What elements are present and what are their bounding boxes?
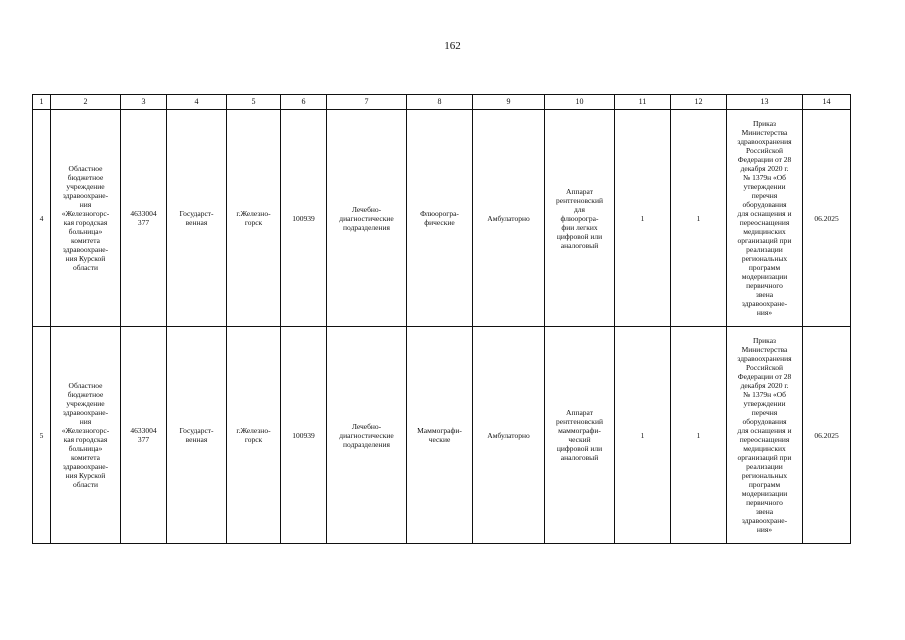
date-cell xyxy=(803,110,851,327)
organization-cell xyxy=(51,110,121,327)
column-header: 10 xyxy=(545,95,615,110)
row-number: 4 xyxy=(39,213,44,223)
row-number-cell xyxy=(33,110,51,327)
department-cell xyxy=(327,327,407,544)
care-conditions-cell xyxy=(473,327,545,544)
column-header: 12 xyxy=(671,95,727,110)
inn-cell xyxy=(121,327,167,544)
care-conditions: Амбулаторно xyxy=(487,430,530,440)
basis-document: Приказ Министерства здравоохранения Российской Федерации от 28 декабря 2020 г. № 1379н «Об утверждении перечня оборудования для оснащения и переоснащения медицинских организаций при реализации региональных программ модернизации первичного звена здравоохране- ния» xyxy=(737,336,792,534)
column-header: 5 xyxy=(227,95,281,110)
profile-name: Флюорогра- фические xyxy=(420,209,459,227)
equipment-name: Аппарат рентгеновский для флюорогра- фии легких цифровой или аналоговый xyxy=(556,186,603,250)
organization-name: Областное бюджетное учреждение здравоохране- ния «Железногорс- кая городская больница» комитета здравоохране- ния Курской области xyxy=(61,164,110,272)
inn-value: 4633004 377 xyxy=(130,209,157,227)
date-value: 06.2025 xyxy=(814,213,839,223)
department-name: Лечебно- диагностические подразделения xyxy=(339,421,394,449)
profile-cell xyxy=(407,327,473,544)
table-row xyxy=(33,327,851,544)
ownership-cell xyxy=(167,327,227,544)
quantity-cell xyxy=(671,110,727,327)
basis-cell xyxy=(727,110,803,327)
row-number: 5 xyxy=(39,430,44,440)
profile-cell xyxy=(407,110,473,327)
inn-cell xyxy=(121,110,167,327)
column-header: 1 xyxy=(33,95,51,110)
city-name: г.Железно- горск xyxy=(236,426,271,444)
column-header: 8 xyxy=(407,95,473,110)
code-value: 100939 xyxy=(292,213,315,223)
quantity-cell xyxy=(671,327,727,544)
inn-value: 4633004 377 xyxy=(130,426,157,444)
department-name: Лечебно- диагностические подразделения xyxy=(339,204,394,232)
date-cell xyxy=(803,327,851,544)
profile-name: Маммографи- ческие xyxy=(417,426,462,444)
code-cell xyxy=(281,327,327,544)
quantity-cell xyxy=(615,327,671,544)
care-conditions-cell xyxy=(473,110,545,327)
equipment-name: Аппарат рентгеновский маммографи- ческий цифровой или аналоговый xyxy=(556,408,603,462)
quantity-value: 1 xyxy=(640,430,645,440)
quantity-value: 1 xyxy=(696,430,701,440)
document-table xyxy=(32,94,851,544)
column-header: 7 xyxy=(327,95,407,110)
column-header: 6 xyxy=(281,95,327,110)
basis-cell xyxy=(727,327,803,544)
column-header: 9 xyxy=(473,95,545,110)
city-cell xyxy=(227,327,281,544)
ownership-form: Государст- венная xyxy=(179,209,214,227)
column-header: 11 xyxy=(615,95,671,110)
equipment-cell xyxy=(545,110,615,327)
quantity-cell xyxy=(615,110,671,327)
city-cell xyxy=(227,110,281,327)
organization-name: Областное бюджетное учреждение здравоохране- ния «Железногорс- кая городская больница» комитета здравоохране- ния Курской области xyxy=(61,381,110,489)
column-header: 14 xyxy=(803,95,851,110)
row-number-cell xyxy=(33,327,51,544)
column-number-row xyxy=(33,95,851,110)
city-name: г.Железно- горск xyxy=(236,209,271,227)
department-cell xyxy=(327,110,407,327)
organization-cell xyxy=(51,327,121,544)
care-conditions: Амбулаторно xyxy=(487,213,530,223)
equipment-cell xyxy=(545,327,615,544)
ownership-cell xyxy=(167,110,227,327)
basis-document: Приказ Министерства здравоохранения Российской Федерации от 28 декабря 2020 г. № 1379н «Об утверждении перечня оборудования для оснащения и переоснащения медицинских организаций при реализации региональных программ модернизации первичного звена здравоохране- ния» xyxy=(737,119,792,317)
code-cell xyxy=(281,110,327,327)
column-header: 2 xyxy=(51,95,121,110)
date-value: 06.2025 xyxy=(814,430,839,440)
quantity-value: 1 xyxy=(696,213,701,223)
page-number: 162 xyxy=(444,40,461,52)
column-header: 13 xyxy=(727,95,803,110)
column-header: 3 xyxy=(121,95,167,110)
code-value: 100939 xyxy=(292,430,315,440)
table-row xyxy=(33,110,851,327)
column-header: 4 xyxy=(167,95,227,110)
quantity-value: 1 xyxy=(640,213,645,223)
ownership-form: Государст- венная xyxy=(179,426,214,444)
